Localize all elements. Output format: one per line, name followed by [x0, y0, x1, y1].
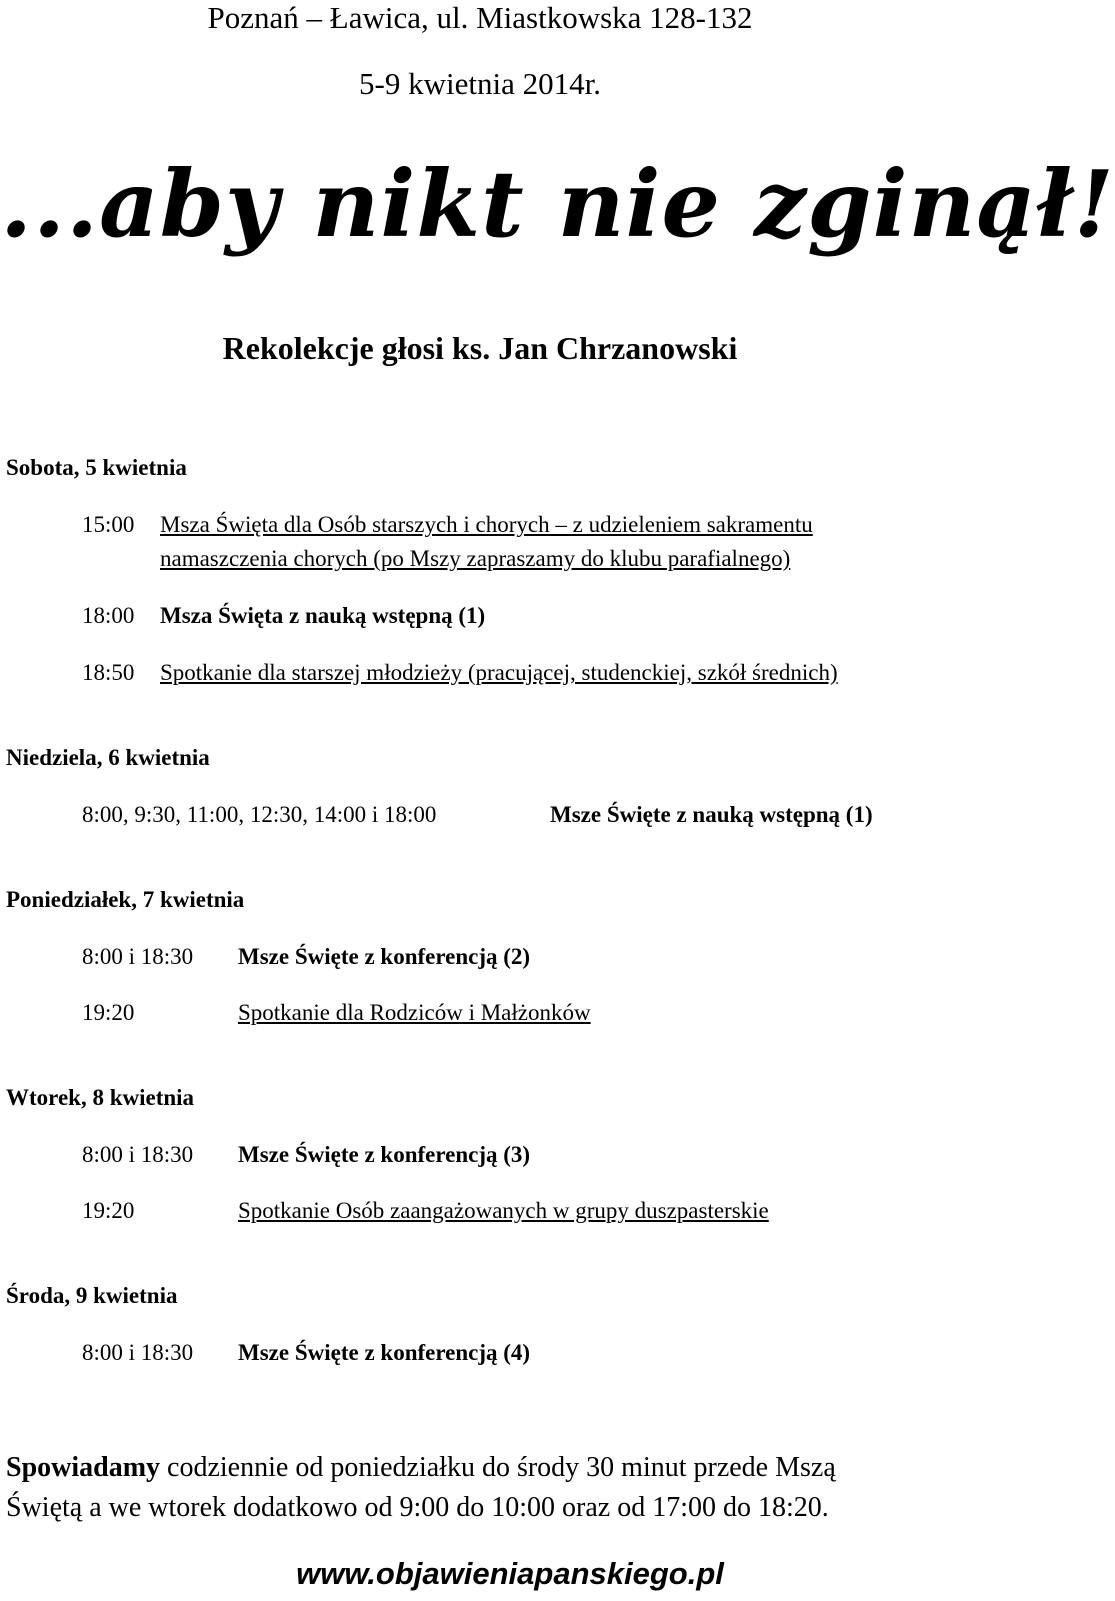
event-description: Msza Święta dla Osób starszych i chorych – z udzieleniem sakramentu — [160, 512, 813, 537]
event-description: Spotkanie dla starszej młodzieży (pracującej, studenckiej, szkół średnich) — [160, 660, 838, 685]
confession-keyword: Spowiadamy — [6, 1452, 161, 1483]
day-heading-wednesday: Środa, 9 kwietnia — [6, 1283, 178, 1308]
event-description-continued: namaszczenia chorych (po Mszy zapraszamy do klubu parafialnego) — [160, 546, 791, 571]
day-heading-tuesday: Wtorek, 8 kwietnia — [6, 1085, 195, 1110]
website-link[interactable]: www.objawieniapanskiego.pl — [296, 1556, 724, 1591]
location-line: Poznań – Ławica, ul. Miastkowska 128-132 — [207, 0, 753, 35]
preacher-line: Rekolekcje głosi ks. Jan Chrzanowski — [222, 330, 738, 366]
confession-note — [6, 1448, 946, 1528]
event-mass: Msze Święte z konferencją (4) — [238, 1340, 531, 1365]
event-time: 8:00 i 18:30 — [82, 1340, 194, 1365]
motto-title: ...aby nikt nie zginął! — [0, 150, 1115, 258]
day-heading-sunday: Niedziela, 6 kwietnia — [6, 745, 210, 770]
day-heading-saturday: Sobota, 5 kwietnia — [6, 455, 187, 480]
confession-line-1: codziennie od poniedziałku do środy 30 minut przede Mszą — [160, 1452, 836, 1483]
event-mass: Msze Święte z nauką wstępną (1) — [550, 802, 873, 827]
event-description: Spotkanie Osób zaangażowanych w grupy duszpasterskie — [238, 1198, 769, 1223]
event-time: 8:00 i 18:30 — [82, 944, 194, 969]
event-time: 8:00 i 18:30 — [82, 1142, 194, 1167]
event-time: 19:20 — [82, 1000, 135, 1025]
event-mass: Msze Święte z konferencją (3) — [238, 1142, 531, 1167]
event-mass: Msze Święte z konferencją (2) — [238, 944, 531, 969]
event-time: 19:20 — [82, 1198, 135, 1223]
event-description: Spotkanie dla Rodziców i Małżonków — [238, 1000, 591, 1025]
event-mass: Msza Święta z nauką wstępną (1) — [160, 603, 486, 628]
day-heading-monday: Poniedziałek, 7 kwietnia — [6, 887, 245, 912]
event-time: 15:00 — [82, 512, 135, 537]
dates-line: 5-9 kwietnia 2014r. — [359, 66, 601, 101]
event-time: 18:00 — [82, 603, 135, 628]
event-time: 18:50 — [82, 660, 135, 685]
confession-line-2: Świętą a we wtorek dodatkowo od 9:00 do 10:00 oraz od 17:00 do 18:20. — [6, 1492, 829, 1523]
event-time: 8:00, 9:30, 11:00, 12:30, 14:00 i 18:00 — [82, 802, 437, 827]
